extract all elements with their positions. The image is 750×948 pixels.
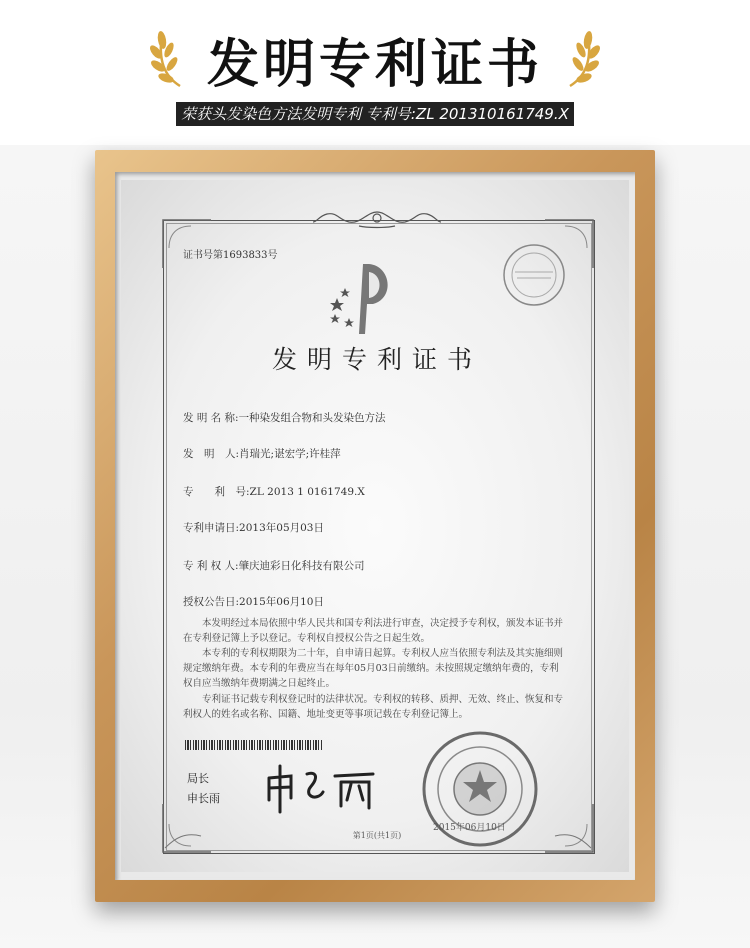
frame-inner: [115, 172, 635, 880]
field-label: 专 利 号:: [183, 486, 250, 498]
field-patentee: [183, 558, 365, 573]
field-value: ZL 2013 1 0161749.X: [249, 486, 365, 498]
field-value: 2013年05月03日: [239, 522, 324, 534]
field-label: 授权公告日:: [183, 596, 240, 608]
field-application-date: [183, 520, 324, 535]
certificate-paper: [121, 180, 629, 872]
field-label: 专 利 权 人:: [183, 560, 239, 572]
field-patent-number: [183, 484, 365, 499]
certificate-heading: 发明专利证书: [271, 345, 482, 374]
subtitle-bar: 荣获头发染色方法发明专利 专利号:ZL 201310161749.X: [176, 102, 574, 126]
field-value: 肇庆迪彩日化科技有限公司: [238, 560, 365, 572]
field-label: 发 明 人:: [183, 448, 240, 460]
field-inventors: [183, 446, 341, 461]
corner-ornament-icon: [161, 218, 213, 270]
corner-ornament-icon: [161, 802, 213, 854]
field-value: 一种染发组合物和头发染色方法: [238, 412, 386, 424]
field-label: 发 明 名 称:: [183, 412, 239, 424]
page-number: 第1页(共1页): [352, 831, 402, 840]
picture-frame: [95, 150, 655, 902]
director-signature-icon: [261, 760, 381, 816]
certificate-paragraph: 本专利的专利权期限为二十年，自申请日起算。专利权人应当依照专利法及其实施细则规定缴纳年费。本专利的年费应当在每年05月03日前缴纳。未按照规定缴纳年费的，专利权自应当缴纳年费期满之日起终止。: [183, 648, 564, 689]
director-title: 局长: [187, 772, 209, 785]
patent-office-logo-icon: [325, 258, 407, 340]
certificate-number: 证书号第1693833号: [183, 250, 278, 261]
seal-date: 2015年06月10日: [433, 823, 506, 833]
field-invention-name: [183, 410, 386, 425]
laurel-right-icon: [556, 26, 600, 90]
director-name: 申长雨: [187, 792, 220, 805]
barcode: [185, 740, 323, 750]
stamp-top-right-icon: [501, 242, 567, 308]
page-title: 发明专利证书: [206, 35, 543, 95]
corner-ornament-icon: [543, 802, 595, 854]
certificate-paragraph: 专利证书记载专利权登记时的法律状况。专利权的转移、质押、无效、终止、恢复和专利权人的姓名或名称、国籍、地址变更等事项记载在专利登记簿上。: [183, 694, 564, 720]
field-value: 2015年06月10日: [239, 596, 324, 608]
field-label: 专利申请日:: [183, 522, 240, 534]
field-grant-date: [183, 594, 324, 609]
field-value: 肖瑞光;谌宏学;许桂萍: [239, 448, 341, 460]
certificate-paragraph: 本发明经过本局依照中华人民共和国专利法进行审查，决定授予专利权，颁发本证书并在专利登记簿上予以登记。专利权自授权公告之日起生效。: [183, 618, 564, 644]
ornament-top-icon: [311, 208, 443, 230]
